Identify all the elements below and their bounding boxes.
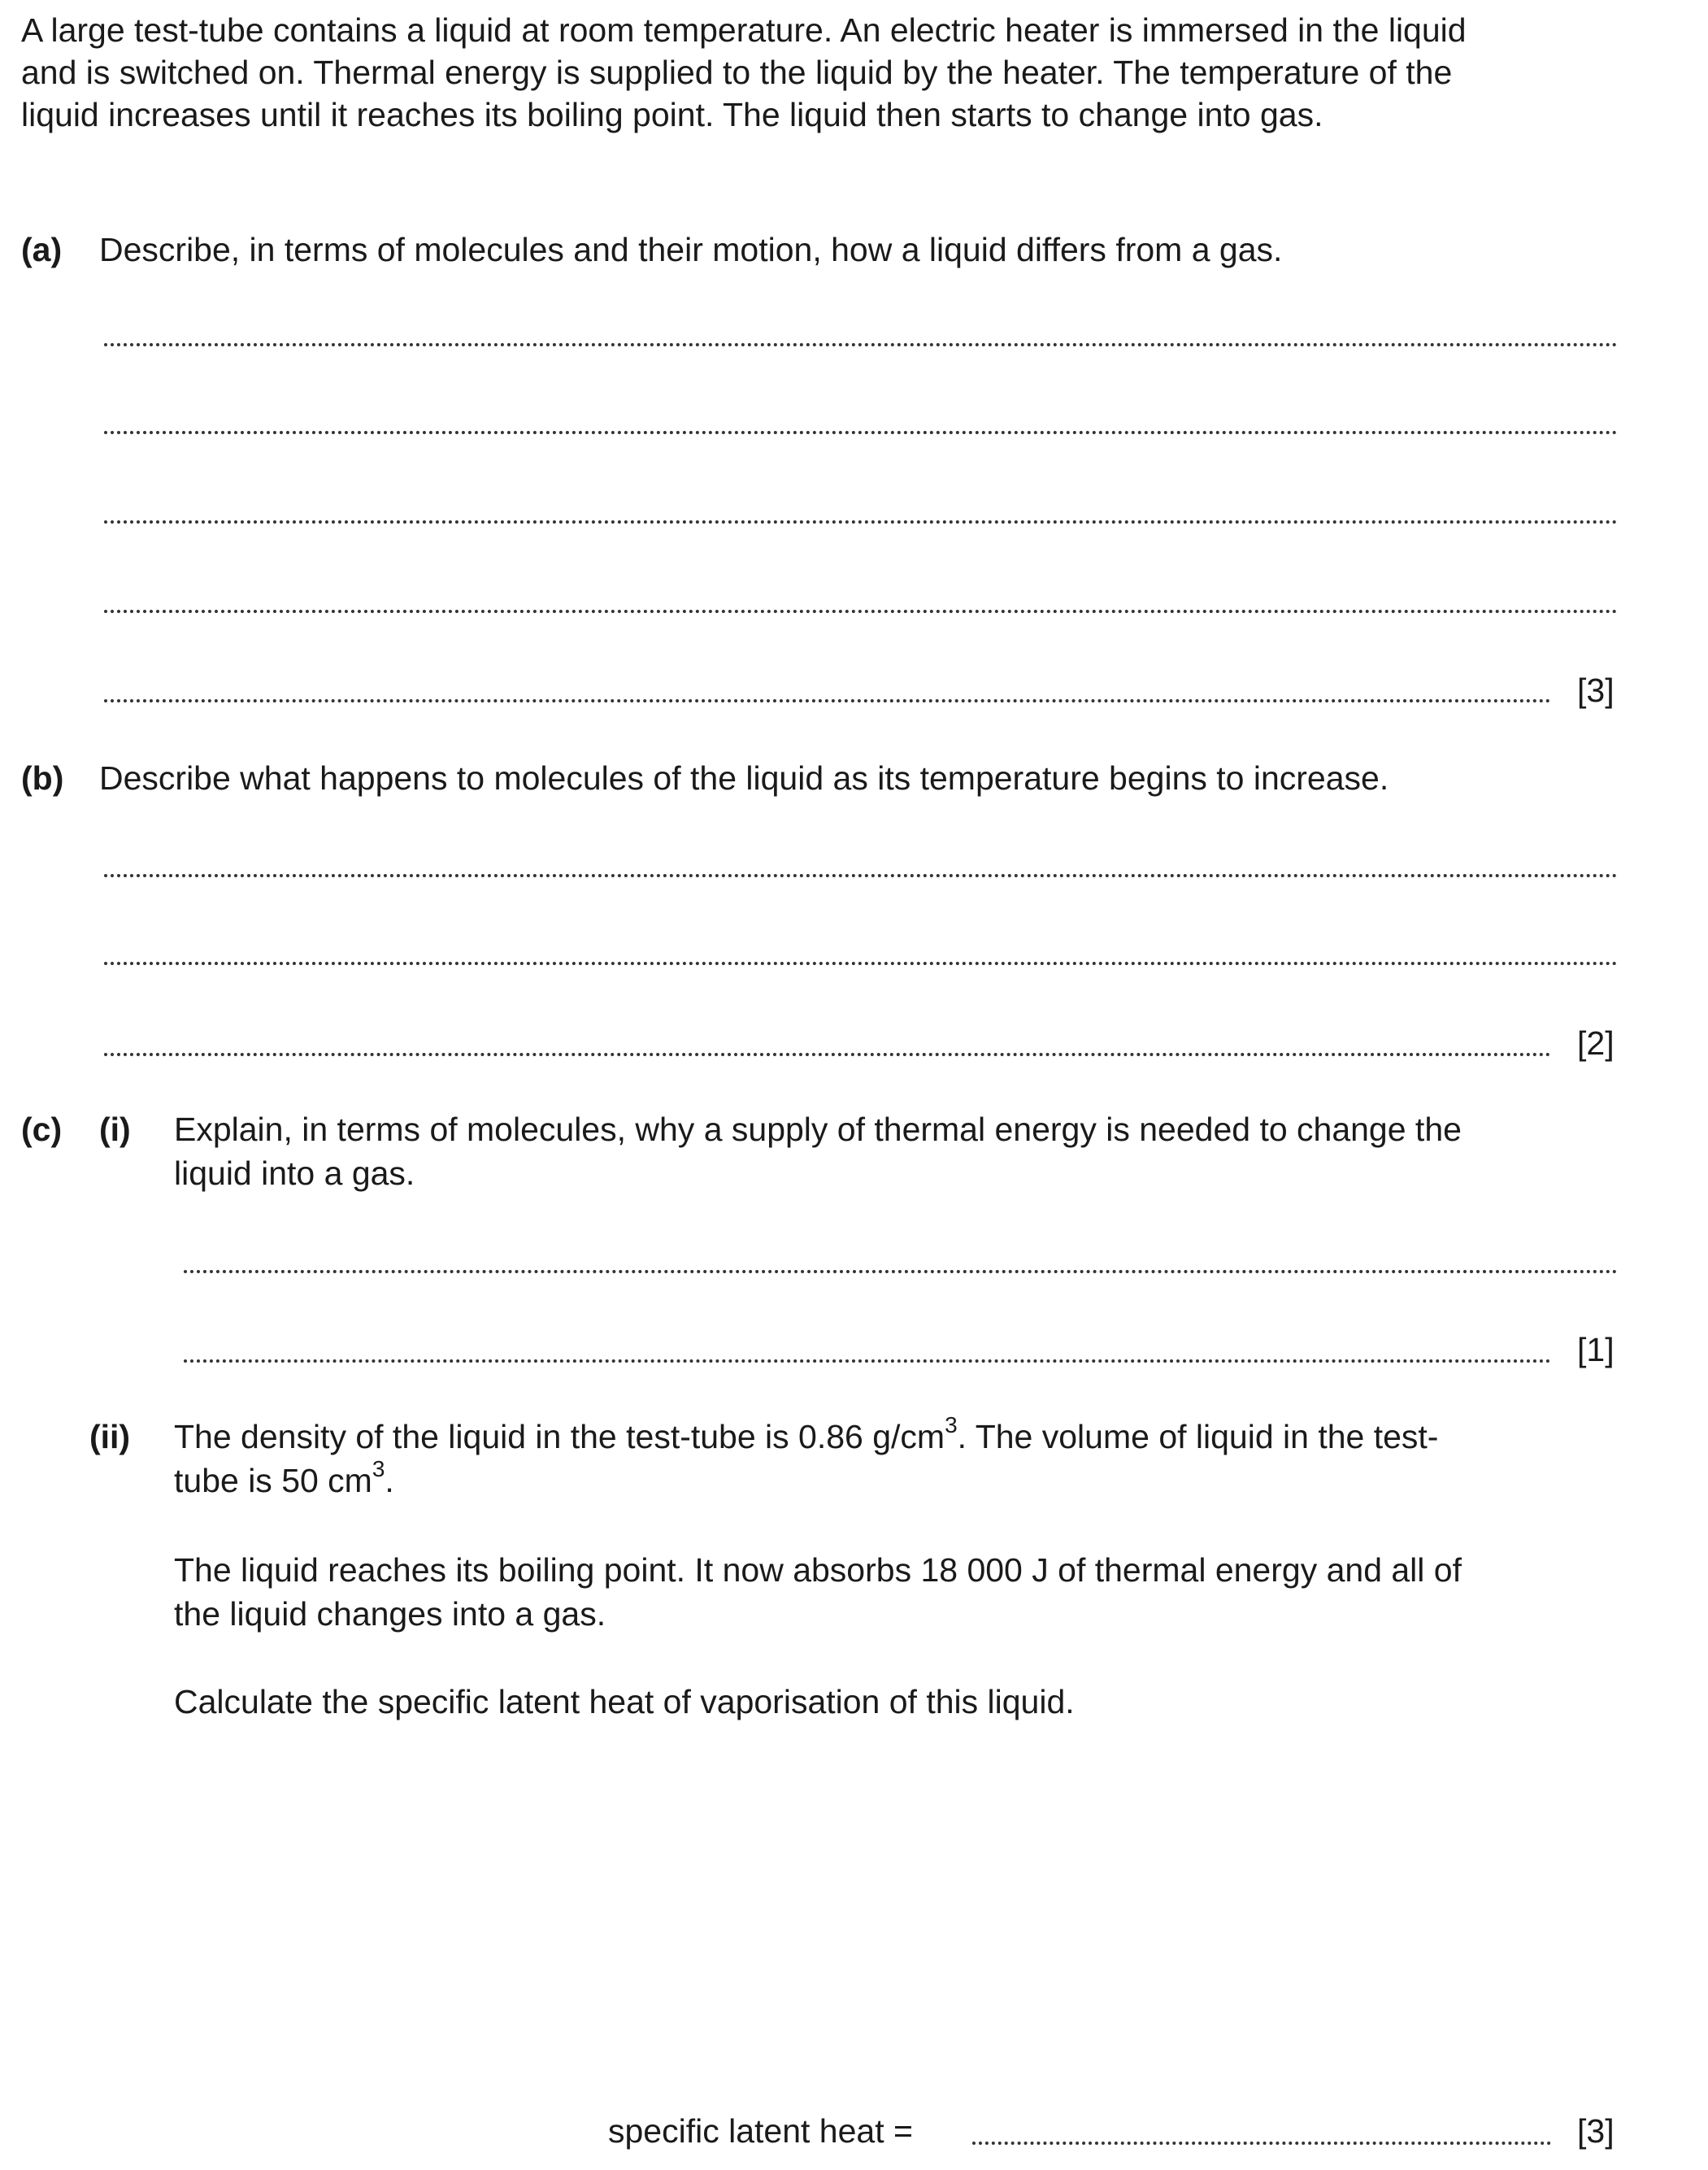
- part-c-ii-marks: [3]: [1577, 2112, 1615, 2150]
- answer-line-b-3[interactable]: [104, 1053, 1551, 1056]
- part-c-label: (c): [21, 1111, 63, 1148]
- part-a-question: Describe, in terms of molecules and their motion, how a liquid differs from a gas.: [99, 231, 1283, 268]
- intro-line-1: A large test-tube contains a liquid at room temperature. An electric heater is immersed in the liquid: [21, 11, 1467, 49]
- part-c-i-line-1: Explain, in terms of molecules, why a supply of thermal energy is needed to change the: [174, 1111, 1462, 1148]
- part-c-ii-line-1: [174, 1412, 1439, 1459]
- answer-label-latent-heat: specific latent heat =: [608, 2112, 913, 2150]
- answer-line-a-1[interactable]: [104, 343, 1618, 346]
- answer-line-c-i-2[interactable]: [184, 1359, 1551, 1363]
- part-c-ii-para2-line-2: the liquid changes into a gas.: [174, 1595, 606, 1633]
- answer-line-c-i-1[interactable]: [184, 1270, 1618, 1273]
- part-c-ii-line-1-sup: 3: [945, 1412, 958, 1438]
- part-c-ii-line-2-post: .: [385, 1462, 394, 1499]
- part-c-ii-label: (ii): [89, 1418, 131, 1455]
- part-a-label: (a): [21, 231, 63, 268]
- intro-line-2: and is switched on. Thermal energy is supplied to the liquid by the heater. The temperature of the: [21, 54, 1453, 91]
- part-b-marks: [2]: [1577, 1024, 1615, 1062]
- answer-line-b-1[interactable]: [104, 874, 1618, 877]
- part-a-marks: [3]: [1577, 672, 1615, 709]
- part-c-i-line-2: liquid into a gas.: [174, 1155, 415, 1192]
- part-c-ii-line-2-pre: tube is 50 cm: [174, 1462, 372, 1499]
- answer-field-latent-heat[interactable]: [972, 2142, 1551, 2145]
- part-c-ii-line-2: [174, 1456, 394, 1502]
- part-c-ii-line-1-post: . The volume of liquid in the test-: [957, 1418, 1439, 1455]
- intro-line-3: liquid increases until it reaches its boiling point. The liquid then starts to change into gas.: [21, 96, 1323, 133]
- answer-line-b-2[interactable]: [104, 962, 1618, 965]
- answer-line-a-5[interactable]: [104, 699, 1551, 702]
- answer-line-a-3[interactable]: [104, 520, 1618, 524]
- part-c-ii-para3: Calculate the specific latent heat of vaporisation of this liquid.: [174, 1683, 1075, 1720]
- part-c-ii-line-2-sup: 3: [372, 1456, 385, 1482]
- part-c-i-label: (i): [99, 1111, 131, 1148]
- part-b-label: (b): [21, 759, 64, 797]
- part-b-question: Describe what happens to molecules of the liquid as its temperature begins to increase.: [99, 759, 1389, 797]
- answer-line-a-4[interactable]: [104, 610, 1618, 613]
- answer-line-a-2[interactable]: [104, 431, 1618, 434]
- part-c-ii-line-1-pre: The density of the liquid in the test-tube is 0.86 g/cm: [174, 1418, 945, 1455]
- part-c-i-marks: [1]: [1577, 1331, 1615, 1368]
- part-c-ii-para2-line-1: The liquid reaches its boiling point. It now absorbs 18 000 J of thermal energy and all of: [174, 1551, 1462, 1589]
